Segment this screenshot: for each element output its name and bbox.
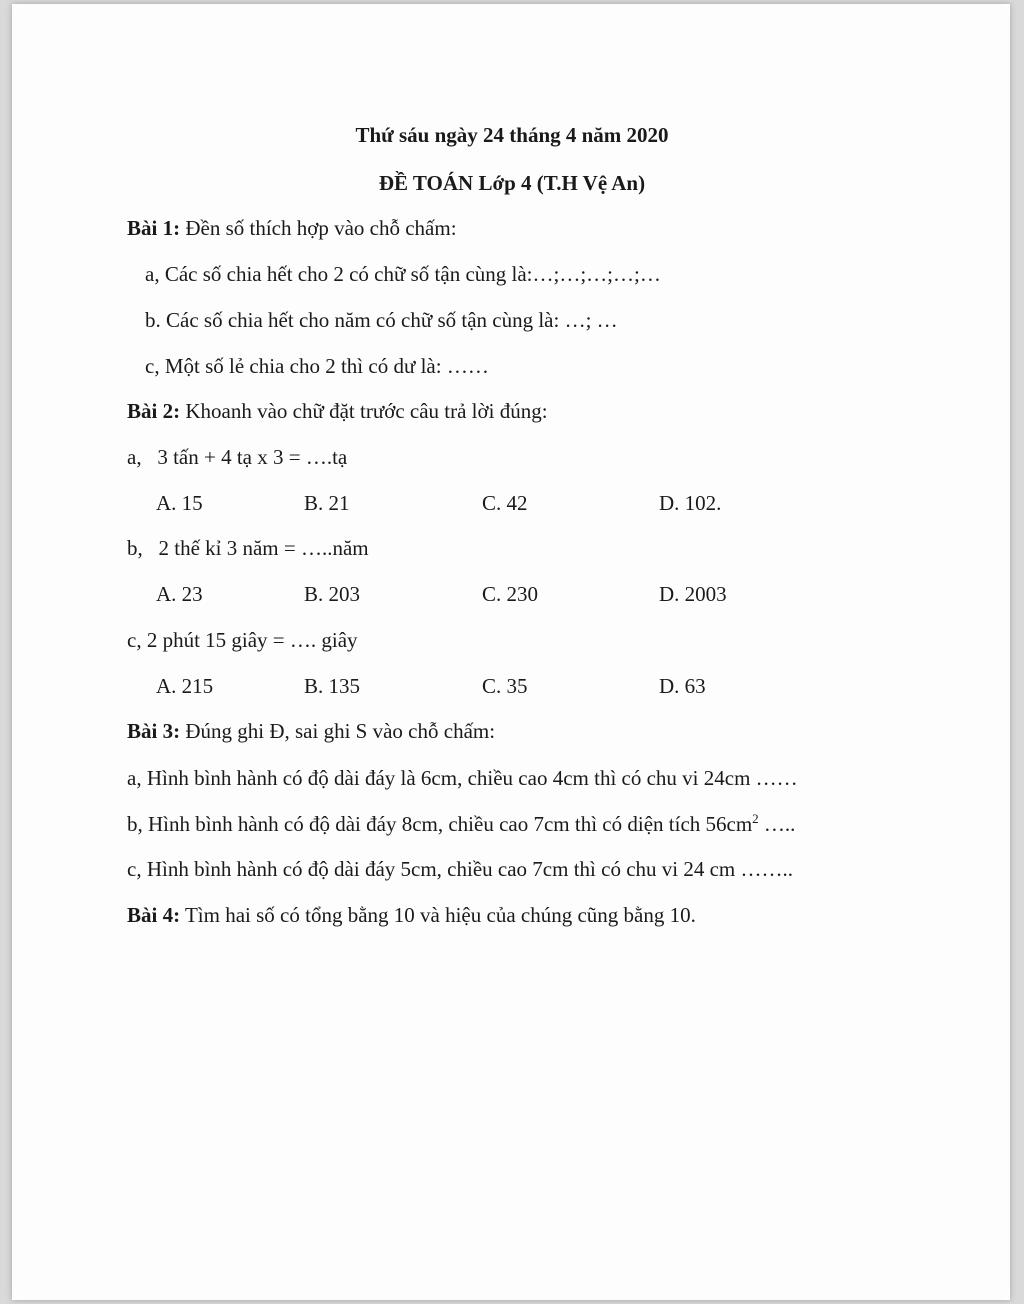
bai3-text: Đúng ghi Đ, sai ghi S vào chỗ chấm: — [185, 719, 496, 743]
bai3-item-b-text: b, Hình bình hành có độ dài đáy 8cm, chiều cao 7cm thì có diện tích 56cm — [127, 812, 753, 836]
bai4-label: Bài 4: — [127, 903, 181, 927]
bai2-question-c: c, 2 phút 15 giây = …. giây — [127, 628, 358, 652]
bai1-item-b: b. Các số chia hết cho năm có chữ số tận cùng là: …; … — [145, 308, 618, 332]
bai1-item-c: c, Một số lẻ chia cho 2 thì có dư là: …… — [145, 354, 489, 378]
bai4-heading — [127, 902, 696, 928]
bai3-item-b-dots: ….. — [758, 812, 796, 836]
bai2-label: Bài 2: — [127, 399, 181, 423]
bai2-b-option-a: A. 23 — [156, 582, 203, 606]
date-heading: Thứ sáu ngày 24 tháng 4 năm 2020 — [355, 123, 669, 147]
bai3-label: Bài 3: — [127, 719, 181, 743]
bai2-c-option-b: B. 135 — [304, 674, 361, 698]
bai2-b-option-b: B. 203 — [304, 582, 361, 606]
bai4-text: Tìm hai số có tổng bằng 10 và hiệu của chúng cũng bằng 10. — [184, 903, 696, 927]
bai1-label: Bài 1: — [127, 216, 181, 240]
bai2-heading — [127, 398, 548, 424]
bai2-a-option-c: C. 42 — [482, 491, 528, 515]
bai2-c-option-a: A. 215 — [156, 674, 214, 698]
bai2-c-option-d: D. 63 — [659, 674, 706, 698]
bai2-c-option-c: C. 35 — [482, 674, 528, 698]
bai3-item-b-superscript: 2 — [752, 811, 759, 826]
bai2-question-a: a, 3 tấn + 4 tạ x 3 = ….tạ — [127, 445, 348, 469]
bai2-b-option-d: D. 2003 — [659, 582, 727, 606]
bai3-heading — [127, 718, 495, 744]
bai2-a-option-b: B. 21 — [304, 491, 350, 515]
bai3-item-c: c, Hình bình hành có độ dài đáy 5cm, chiều cao 7cm thì có chu vi 24 cm …….. — [127, 857, 794, 881]
bai2-b-option-c: C. 230 — [482, 582, 539, 606]
bai3-item-a: a, Hình bình hành có độ dài đáy là 6cm, chiều cao 4cm thì có chu vi 24cm …… — [127, 766, 798, 790]
bai1-item-a: a, Các số chia hết cho 2 có chữ số tận cùng là:…;…;…;…;… — [145, 262, 661, 286]
bai1-text: Đền số thích hợp vào chỗ chấm: — [185, 216, 457, 240]
bai3-item-b — [127, 811, 795, 837]
bai2-a-option-d: D. 102. — [659, 491, 722, 515]
bai2-question-b: b, 2 thế kỉ 3 năm = …..năm — [127, 536, 369, 560]
bai1-heading — [127, 215, 457, 241]
bai2-a-option-a: A. 15 — [156, 491, 203, 515]
page-title: ĐỀ TOÁN Lớp 4 (T.H Vệ An) — [378, 171, 646, 195]
bai2-text: Khoanh vào chữ đặt trước câu trả lời đúng: — [185, 399, 548, 423]
